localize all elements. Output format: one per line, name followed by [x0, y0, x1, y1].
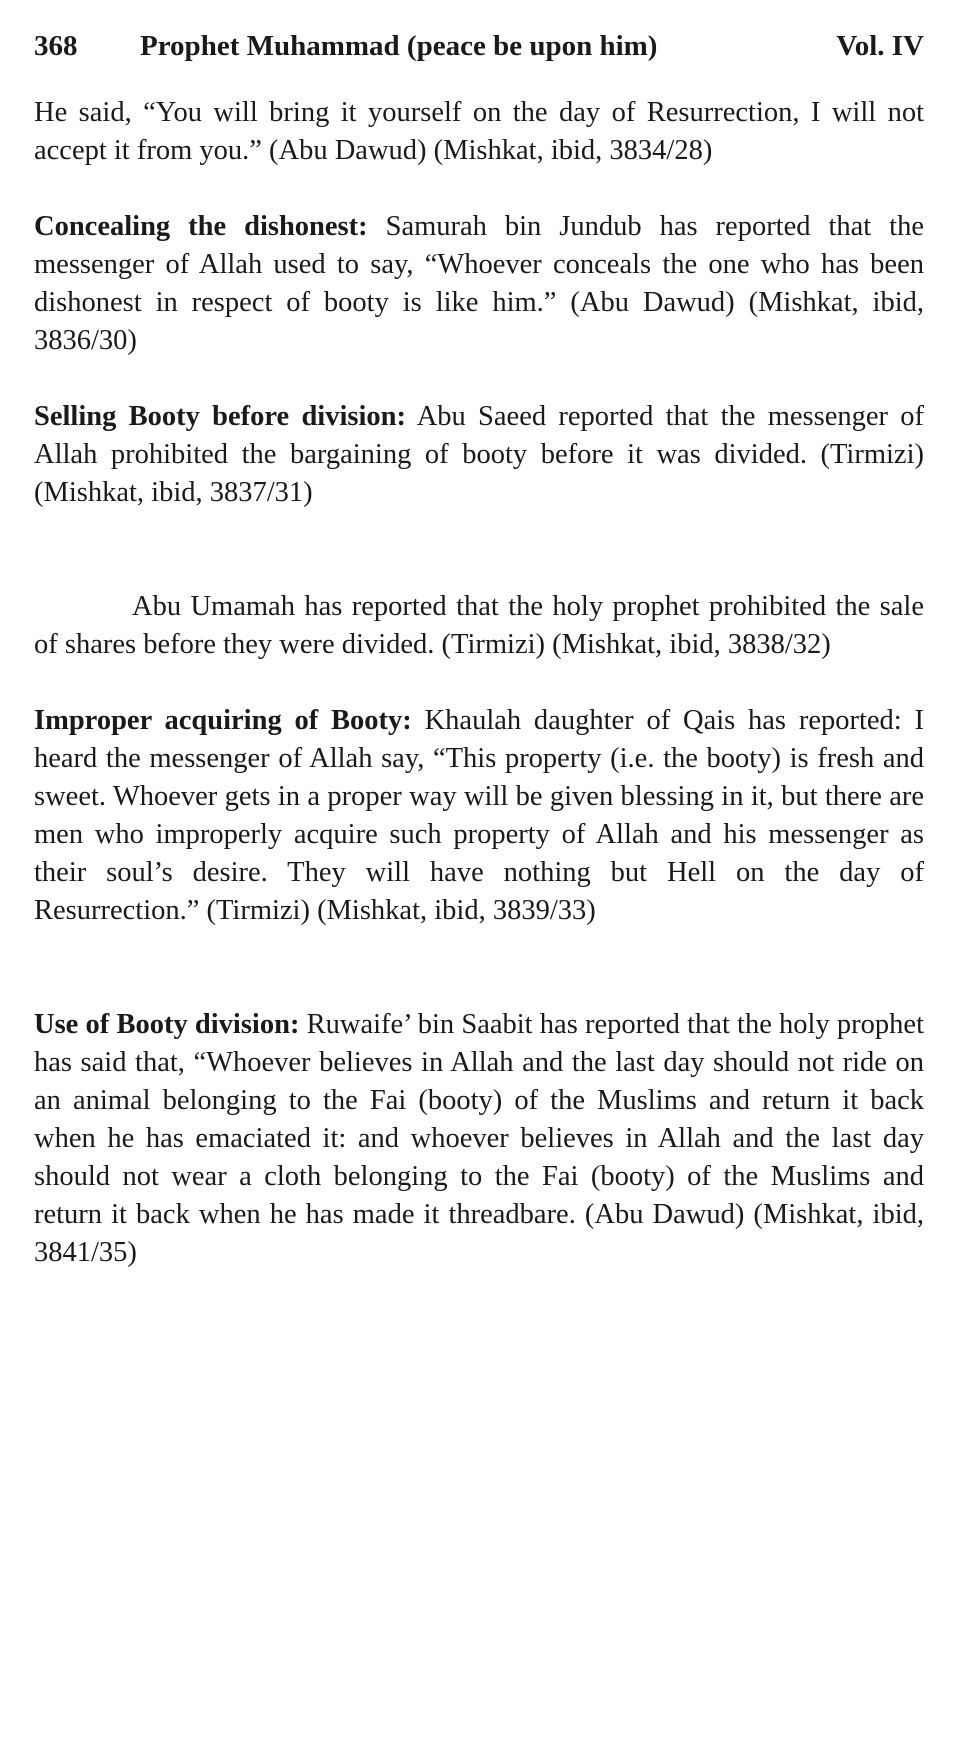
paragraph-improper-acquiring	[34, 702, 924, 930]
paragraph-resurrection-quote	[34, 94, 924, 170]
paragraph-use-of-booty	[34, 1006, 924, 1272]
paragraph-spacer	[34, 930, 924, 1006]
paragraph-text: Samurah bin Jundub has reported that the messenger of Allah used to say, “Whoever conceals the one who has been dishonest in respect of booty is like him.” (Abu Dawud) (Mishkat, ibid, 3836/30)	[34, 211, 924, 356]
paragraph-spacer	[34, 170, 924, 208]
book-title: Prophet Muhammad (peace be upon him)	[140, 30, 658, 62]
paragraph-text: Abu Saeed reported that the messenger of Allah prohibited the bargaining of booty before it was divided. (Tirmizi) (Mishkat, ibid, 3837/31)	[34, 401, 925, 508]
section-heading: Improper acquiring of Booty:	[34, 705, 412, 736]
paragraph-spacer	[34, 360, 924, 398]
paragraph-text: Ruwaife’ bin Saabit has reported that the holy prophet has said that, “Whoever believes in Allah and the last day should not ride on an animal belonging to the Fai (booty) of the Muslims and return it back when he has emaciated it: and whoever believes in Allah and the last day should not wear a cloth belonging to the Fai (booty) of the Muslims and return it back when he has made it threadbare. (Abu Dawud) (Mishkat, ibid, 3841/35)	[34, 1009, 924, 1268]
paragraph-text: Abu Umamah has reported that the holy prophet prohibited the sale of shares before they were divided. (Tirmizi) (Mishkat, ibid, 3838/32)	[34, 591, 924, 660]
section-heading: Concealing the dishonest:	[34, 211, 368, 242]
paragraph-abu-umamah	[34, 588, 924, 664]
paragraph-selling-booty	[34, 398, 924, 512]
paragraph-text: He said, “You will bring it yourself on the day of Resurrection, I will not accept it from you.” (Abu Dawud) (Mishkat, ibid, 3834/28)	[34, 97, 924, 166]
paragraph-spacer	[34, 664, 924, 702]
section-heading: Selling Booty before division:	[34, 401, 406, 432]
volume-label: Vol. IV	[836, 30, 924, 62]
running-header	[34, 26, 924, 66]
book-page	[34, 26, 924, 1272]
paragraph-spacer	[34, 512, 924, 588]
page-number: 368	[34, 30, 78, 62]
paragraph-concealing-dishonest	[34, 208, 924, 360]
section-heading: Use of Booty division:	[34, 1009, 300, 1040]
paragraph-text: Khaulah daughter of Qais has reported: I heard the messenger of Allah say, “This property (i.e. the booty) is fresh and sweet. Whoever gets in a proper way will be given blessing in it, but there are men who improperly acquire such property of Allah and his messenger as their soul’s desire. They will have nothing but Hell on the day of Resurrection.” (Tirmizi) (Mishkat, ibid, 3839/33)	[34, 705, 924, 926]
